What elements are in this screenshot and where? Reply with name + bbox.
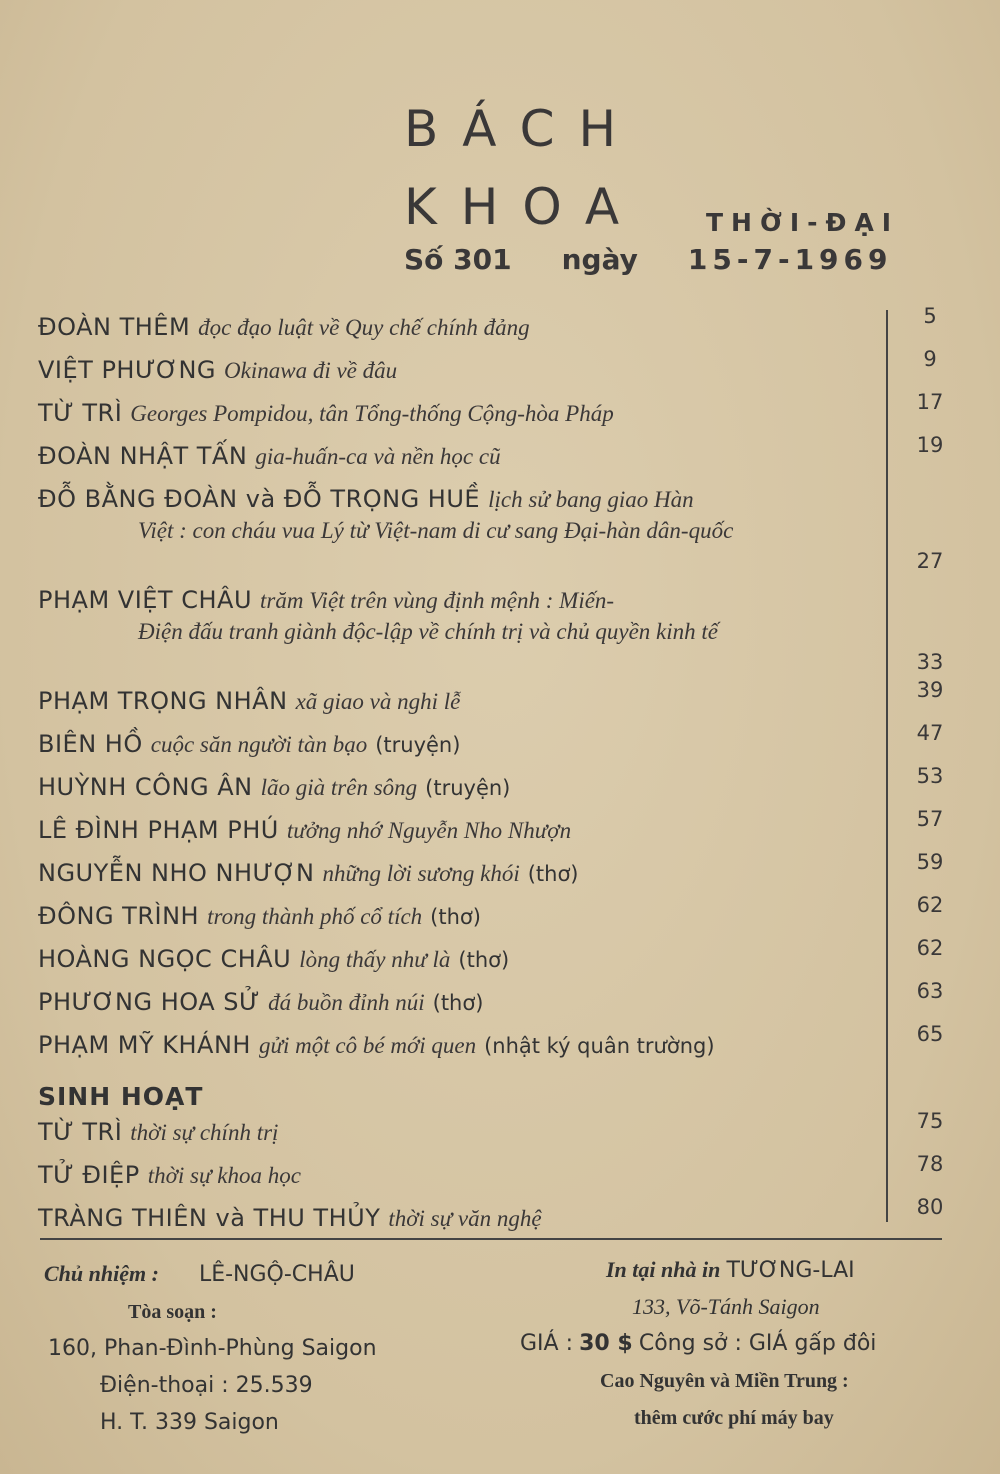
toc-entry [38,484,888,585]
toc-title: gia-huấn-ca và nền học cũ [255,444,501,469]
footer-right [520,1252,960,1436]
toc-page-number: 17 [916,390,944,414]
toc-genre: (thơ) [527,862,579,886]
toc-entry [38,987,888,1030]
toc-page-number: 78 [916,1152,944,1176]
toc-genre: (thơ) [458,948,510,972]
po-box-line: H. T. 339 Saigon [100,1410,279,1435]
toc-author: PHẠM VIỆT CHÂU [38,586,253,614]
price-label: GIÁ : [520,1331,573,1356]
office-label-line [44,1293,504,1330]
office-address: 160, Phan-Đình-Phùng Saigon [48,1336,377,1361]
toc-page-number: 47 [916,721,944,745]
toc-author: HOÀNG NGỌC CHÂU [38,945,292,973]
toc-title: lòng thấy như là [299,947,451,972]
toc-title: lịch sử bang giao Hàn [488,487,694,512]
toc-page-number: 62 [916,893,944,917]
toc-page-number: 39 [916,678,944,702]
toc-genre: (nhật ký quân trường) [484,1034,715,1058]
toc-title: tưởng nhớ Nguyễn Nho Nhượn [286,818,572,843]
toc-author: BIÊN HỒ [38,730,143,758]
toc-author: PHẠM MỸ KHÁNH [38,1031,251,1059]
toc-entry [38,729,888,772]
toc-page-number: 27 [916,549,944,573]
toc-page-number: 9 [923,347,937,371]
toc-entry [38,944,888,987]
toc-genre: (truyện) [425,776,511,800]
toc-author: ĐOÀN NHẬT TẤN [38,442,248,470]
toc-author: TỬ ĐIỆP [38,1161,140,1189]
issue-date: 15-7-1969 [687,243,893,276]
price-value: 30 $ [579,1331,633,1356]
toc-page-number: 62 [916,936,944,960]
printer-address: 133, Võ-Tánh Saigon [632,1294,820,1319]
toc-title: đọc đạo luật về Quy chế chính đảng [198,315,530,340]
masthead-issue-line [404,243,893,276]
table-of-contents [38,312,888,1246]
toc-page-number: 75 [916,1109,944,1133]
printer-line [520,1252,960,1289]
surcharge-line2: thêm cước phí máy bay [634,1407,834,1429]
toc-page-number: 33 [916,650,944,674]
toc-title: trong thành phố cổ tích [207,904,423,929]
footer-left [44,1256,504,1441]
toc-entry [38,355,888,398]
toc-author: LÊ ĐÌNH PHẠM PHÚ [38,816,279,844]
toc-author: TỪ TRÌ [38,1118,123,1146]
toc-entry [38,686,888,729]
printer-name: TƯƠNG-LAI [726,1258,855,1283]
masthead-tagline: THỜI-ĐẠI [706,208,900,237]
footer-divider [40,1238,942,1240]
toc-entry [38,1117,888,1160]
toc-title-continuation: Điện đấu tranh giành độc-lập về chính trị và chủ quyền kinh tế [138,619,718,644]
toc-author: PHẠM TRỌNG NHÂN [38,687,288,715]
toc-page-number: 63 [916,979,944,1003]
printer-label: In tại nhà in [606,1257,721,1282]
toc-title: những lời sương khói [322,861,520,886]
toc-entry [38,585,888,686]
price-office: Công sở : GIÁ gấp đôi [638,1331,877,1356]
toc-genre: (thơ) [430,905,481,929]
editor-line [44,1256,504,1293]
toc-title: thời sự khoa học [147,1163,301,1188]
toc-title: Georges Pompidou, tân Tổng-thống Cộng-hòa Pháp [130,401,614,426]
date-label: ngày [561,243,638,276]
toc-page-number: 5 [923,304,937,328]
toc-genre: (truyện) [375,733,461,757]
editor-name: LÊ-NGỘ-CHÂU [198,1262,355,1287]
toc-title: thời sự văn nghệ [388,1206,542,1231]
toc-author: HUỲNH CÔNG ÂN [38,773,253,801]
toc-page-number: 19 [916,433,944,457]
masthead-title-line1: BÁCH [404,100,641,158]
toc-title-continuation: Việt : con cháu vua Lý từ Việt-nam di cư sang Đại-hàn dân-quốc [138,518,734,543]
section-heading: SINH HOẠT [38,1082,204,1111]
toc-title: đá buồn đỉnh núi [268,990,425,1015]
toc-page-number: 53 [916,764,944,788]
toc-author: TỪ TRÌ [38,399,123,427]
price-line [520,1325,960,1362]
issue-number: Số 301 [404,243,512,276]
toc-author: NGUYỄN NHO NHƯỢN [38,859,315,887]
surcharge-line1: Cao Nguyên và Miền Trung : [600,1370,849,1392]
phone-line: Điện-thoại : 25.539 [100,1373,313,1398]
masthead-title-line2: KHOA [404,178,644,236]
toc-author: TRÀNG THIÊN và THU THỦY [38,1204,381,1232]
editor-label: Chủ nhiệm : [44,1261,159,1286]
toc-author: VIỆT PHƯƠNG [38,356,217,384]
toc-title: Okinawa đi về đâu [224,358,398,383]
toc-title: trăm Việt trên vùng định mệnh : Miến- [260,588,615,613]
toc-author: PHƯƠNG HOA SỬ [38,988,261,1016]
toc-author: ĐỖ BẰNG ĐOÀN và ĐỖ TRỌNG HUỀ [38,485,481,513]
toc-page-number: 80 [916,1195,944,1219]
toc-title: xã giao và nghi lễ [295,689,461,714]
toc-genre: (thơ) [432,991,484,1015]
toc-author: ĐÔNG TRÌNH [38,902,200,930]
toc-entry [38,398,888,441]
toc-page-number: 65 [916,1022,944,1046]
toc-entry [38,772,888,815]
toc-title: thời sự chính trị [130,1120,279,1145]
toc-entry [38,901,888,944]
toc-entry [38,1160,888,1203]
toc-entry [38,858,888,901]
toc-entry [38,815,888,858]
masthead [0,0,1000,290]
office-label: Tòa soạn : [128,1301,217,1323]
toc-author: ĐOÀN THÊM [38,313,191,341]
toc-entry [38,441,888,484]
toc-page-number: 57 [916,807,944,831]
toc-title: lão già trên sông [260,775,418,800]
toc-title: gửi một cô bé mới quen [258,1033,477,1058]
toc-entry [38,312,888,355]
page-column-divider [886,310,888,1222]
toc-entry [38,1030,888,1073]
toc-page-number: 59 [916,850,944,874]
toc-title: cuộc săn người tàn bạo [150,732,368,757]
